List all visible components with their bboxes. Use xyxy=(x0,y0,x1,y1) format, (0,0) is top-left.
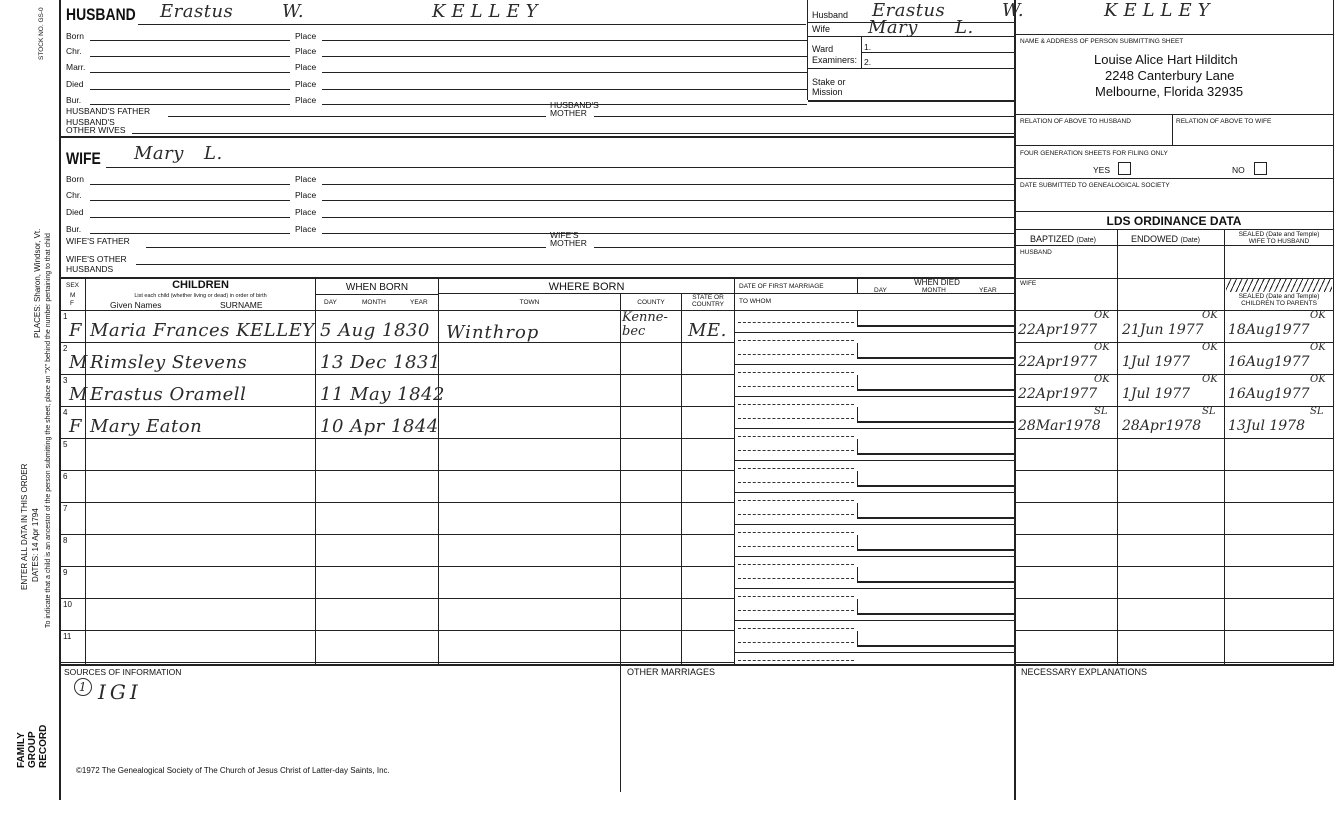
child-number: 3 xyxy=(63,376,68,385)
lds-wife-label: WIFE xyxy=(1020,280,1037,287)
husbands-father-label: HUSBAND'S FATHER xyxy=(66,106,151,116)
surname-label: SURNAME xyxy=(220,300,263,310)
child-sealed-date: 16Aug1977 xyxy=(1228,386,1310,402)
child-birth-date: 5 Aug 1830 xyxy=(320,320,430,341)
endowed-status: SL xyxy=(1202,406,1216,417)
endowed-status: OK xyxy=(1202,310,1218,321)
sealed-wife-husband-label: SEALED (Date and Temple) WIFE TO HUSBAND xyxy=(1238,231,1320,245)
husband-chr-label: Chr. xyxy=(66,46,82,56)
submitter-header: NAME & ADDRESS OF PERSON SUBMITTING SHEET xyxy=(1020,38,1184,45)
header-wife-label: Wife xyxy=(812,24,830,34)
sealed-status: OK xyxy=(1310,374,1326,385)
child-birth-date: 11 May 1842 xyxy=(320,384,445,405)
child-endowed-date: 1Jul 1977 xyxy=(1122,354,1191,370)
husbands-mother-label: HUSBAND'S MOTHER xyxy=(550,100,599,118)
child-number: 4 xyxy=(63,408,68,417)
given-names-label: Given Names xyxy=(110,300,162,310)
children-note: List each child (whether living or dead) in order of birth xyxy=(134,293,267,299)
baptized-status: OK xyxy=(1094,310,1110,321)
child-sealed-date: 18Aug1977 xyxy=(1228,322,1310,338)
child-sex: M xyxy=(69,352,88,373)
child-sealed-date: 13Jul 1978 xyxy=(1228,418,1305,434)
places-note: PLACES: Sharon, Windsor, Vt. xyxy=(33,228,42,338)
lds-husband-label: HUSBAND xyxy=(1020,249,1052,256)
endowed-status: OK xyxy=(1202,374,1218,385)
frame-left xyxy=(59,0,61,800)
wife-given-name: Mary xyxy=(134,143,184,164)
header-husband-surname: KELLEY xyxy=(1104,0,1216,21)
child-number: 7 xyxy=(63,504,68,513)
mission-label: Mission xyxy=(812,87,843,97)
ward-label: Ward xyxy=(812,44,834,54)
yes-label: YES xyxy=(1093,165,1111,175)
sealed-children-parents-label: SEALED (Date and Temple) CHILDREN TO PARENTS xyxy=(1238,293,1320,307)
husband-died-label: Died xyxy=(66,79,84,89)
hatched-area xyxy=(1226,279,1332,292)
child-sex: M xyxy=(69,384,88,405)
dates-note: DATES: 14 Apr 1794 xyxy=(31,508,40,582)
child-number: 10 xyxy=(63,600,72,609)
when-died-heading: WHEN DIED xyxy=(914,278,960,287)
wifes-other-husbands-label: WIFE'S OTHER HUSBANDS xyxy=(66,254,127,274)
header-divider xyxy=(807,0,808,100)
first-marriage-label: DATE OF FIRST MARRIAGE xyxy=(739,283,824,290)
wife-chr-label: Chr. xyxy=(66,190,82,200)
wifes-mother-label: WIFE'S MOTHER xyxy=(550,230,587,248)
child-number: 6 xyxy=(63,472,68,481)
date-submitted-label: DATE SUBMITTED TO GENEALOGICAL SOCIETY xyxy=(1020,182,1170,189)
child-name: Maria Frances KELLEY xyxy=(90,320,315,341)
endowed-label: ENDOWED (Date) xyxy=(1131,234,1200,244)
children-heading: CHILDREN xyxy=(172,279,229,291)
child-endowed-date: 1Jul 1977 xyxy=(1122,386,1191,402)
child-endowed-date: 28Apr1978 xyxy=(1122,418,1202,434)
stock-number: STOCK NO. GS-0 xyxy=(38,7,45,60)
child-birth-date: 10 Apr 1844 xyxy=(320,416,439,437)
child-sex: F xyxy=(69,320,82,341)
other-marriages-label: OTHER MARRIAGES xyxy=(627,667,716,677)
husband-surname: KELLEY xyxy=(432,1,544,22)
four-gen-label: FOUR GENERATION SHEETS FOR FILING ONLY xyxy=(1020,150,1168,157)
wife-died-label: Died xyxy=(66,207,84,217)
sex-label: SEX xyxy=(66,282,80,289)
child-ancestor-note: To indicate that a child is an ancestor of the person submitting the sheet, place an "X" behind the number pertaining to that child xyxy=(45,233,52,628)
wifes-father-label: WIFE'S FATHER xyxy=(66,236,130,246)
sealed-status: OK xyxy=(1310,310,1326,321)
sealed-status: SL xyxy=(1310,406,1324,417)
child-baptized-date: 28Mar1978 xyxy=(1018,418,1101,434)
relation-to-wife-label: RELATION OF ABOVE TO WIFE xyxy=(1176,118,1272,125)
enter-all-data-note: ENTER ALL DATA IN THIS ORDER xyxy=(20,463,29,590)
child-birth-town: Winthrop xyxy=(446,322,540,343)
child-number: 8 xyxy=(63,536,68,545)
no-label: NO xyxy=(1232,165,1245,175)
baptized-status: SL xyxy=(1094,406,1108,417)
necessary-explanations-label: NECESSARY EXPLANATIONS xyxy=(1021,667,1148,677)
source-text: IGI xyxy=(98,680,142,704)
child-number: 11 xyxy=(63,632,72,641)
submitter-street: 2248 Canterbury Lane xyxy=(1105,68,1235,83)
to-whom-label: TO WHOM xyxy=(739,298,772,305)
no-checkbox[interactable] xyxy=(1254,162,1267,175)
child-birth-state: ME. xyxy=(688,320,727,341)
child-endowed-date: 21Jun 1977 xyxy=(1122,322,1204,338)
submitter-name: Louise Alice Hart Hilditch xyxy=(1094,52,1238,67)
child-name: Mary Eaton xyxy=(90,416,203,437)
child-number: 2 xyxy=(63,344,68,353)
child-baptized-date: 22Apr1977 xyxy=(1018,354,1098,370)
source-number: 1 xyxy=(74,676,92,696)
wife-middle-name: L. xyxy=(204,143,223,164)
husband-marr-label: Marr. xyxy=(66,62,86,72)
lds-ordinance-title: LDS ORDINANCE DATA xyxy=(1106,214,1242,228)
header-wife-middle: L. xyxy=(955,17,974,38)
wife-bur-label: Bur. xyxy=(66,224,82,234)
examiners-label: Examiners: xyxy=(812,55,858,65)
baptized-label: BAPTIZED (Date) xyxy=(1030,234,1096,244)
child-name: Rimsley Stevens xyxy=(90,352,248,373)
yes-checkbox[interactable] xyxy=(1118,162,1131,175)
wife-born-label: Born xyxy=(66,174,84,184)
header-wife-given: Mary xyxy=(868,17,918,38)
child-birth-county: Kenne-bec xyxy=(622,310,668,339)
header-husband-label: Husband xyxy=(812,10,849,20)
wife-heading: WIFE xyxy=(66,149,101,168)
endowed-status: OK xyxy=(1202,342,1218,353)
header-husband-given: Erastus xyxy=(872,0,946,21)
child-baptized-date: 22Apr1977 xyxy=(1018,322,1098,338)
form-title: FAMILY GROUP RECORD xyxy=(16,724,49,768)
child-birth-date: 13 Dec 1831 xyxy=(320,352,441,373)
child-number: 9 xyxy=(63,568,68,577)
copyright: ©1972 The Genealogical Society of The Church of Jesus Christ of Latter-day Saints, Inc. xyxy=(76,766,390,775)
submitter-city: Melbourne, Florida 32935 xyxy=(1095,84,1244,99)
husband-given-name: Erastus xyxy=(160,1,234,22)
stake-label: Stake or xyxy=(812,77,846,87)
right-panel-divider xyxy=(1014,0,1016,800)
header-husband-middle: W. xyxy=(1002,0,1025,21)
husband-bur-label: Bur. xyxy=(66,95,82,105)
child-sex: F xyxy=(69,416,82,437)
husband-born-label: Born xyxy=(66,31,84,41)
sources-label: SOURCES OF INFORMATION xyxy=(64,667,182,677)
child-baptized-date: 22Apr1977 xyxy=(1018,386,1098,402)
where-born-heading: WHERE BORN xyxy=(548,281,625,293)
child-name: Erastus Oramell xyxy=(90,384,247,405)
child-sealed-date: 16Aug1977 xyxy=(1228,354,1310,370)
husband-middle-name: W. xyxy=(282,1,305,22)
sealed-status: OK xyxy=(1310,342,1326,353)
relation-to-husband-label: RELATION OF ABOVE TO HUSBAND xyxy=(1020,118,1131,125)
husband-heading: HUSBAND xyxy=(66,5,136,24)
child-number: 1 xyxy=(63,312,68,321)
husbands-other-wives-label: HUSBAND'S OTHER WIVES xyxy=(66,117,126,135)
child-number: 5 xyxy=(63,440,68,449)
baptized-status: OK xyxy=(1094,342,1110,353)
baptized-status: OK xyxy=(1094,374,1110,385)
when-born-heading: WHEN BORN xyxy=(345,282,409,293)
